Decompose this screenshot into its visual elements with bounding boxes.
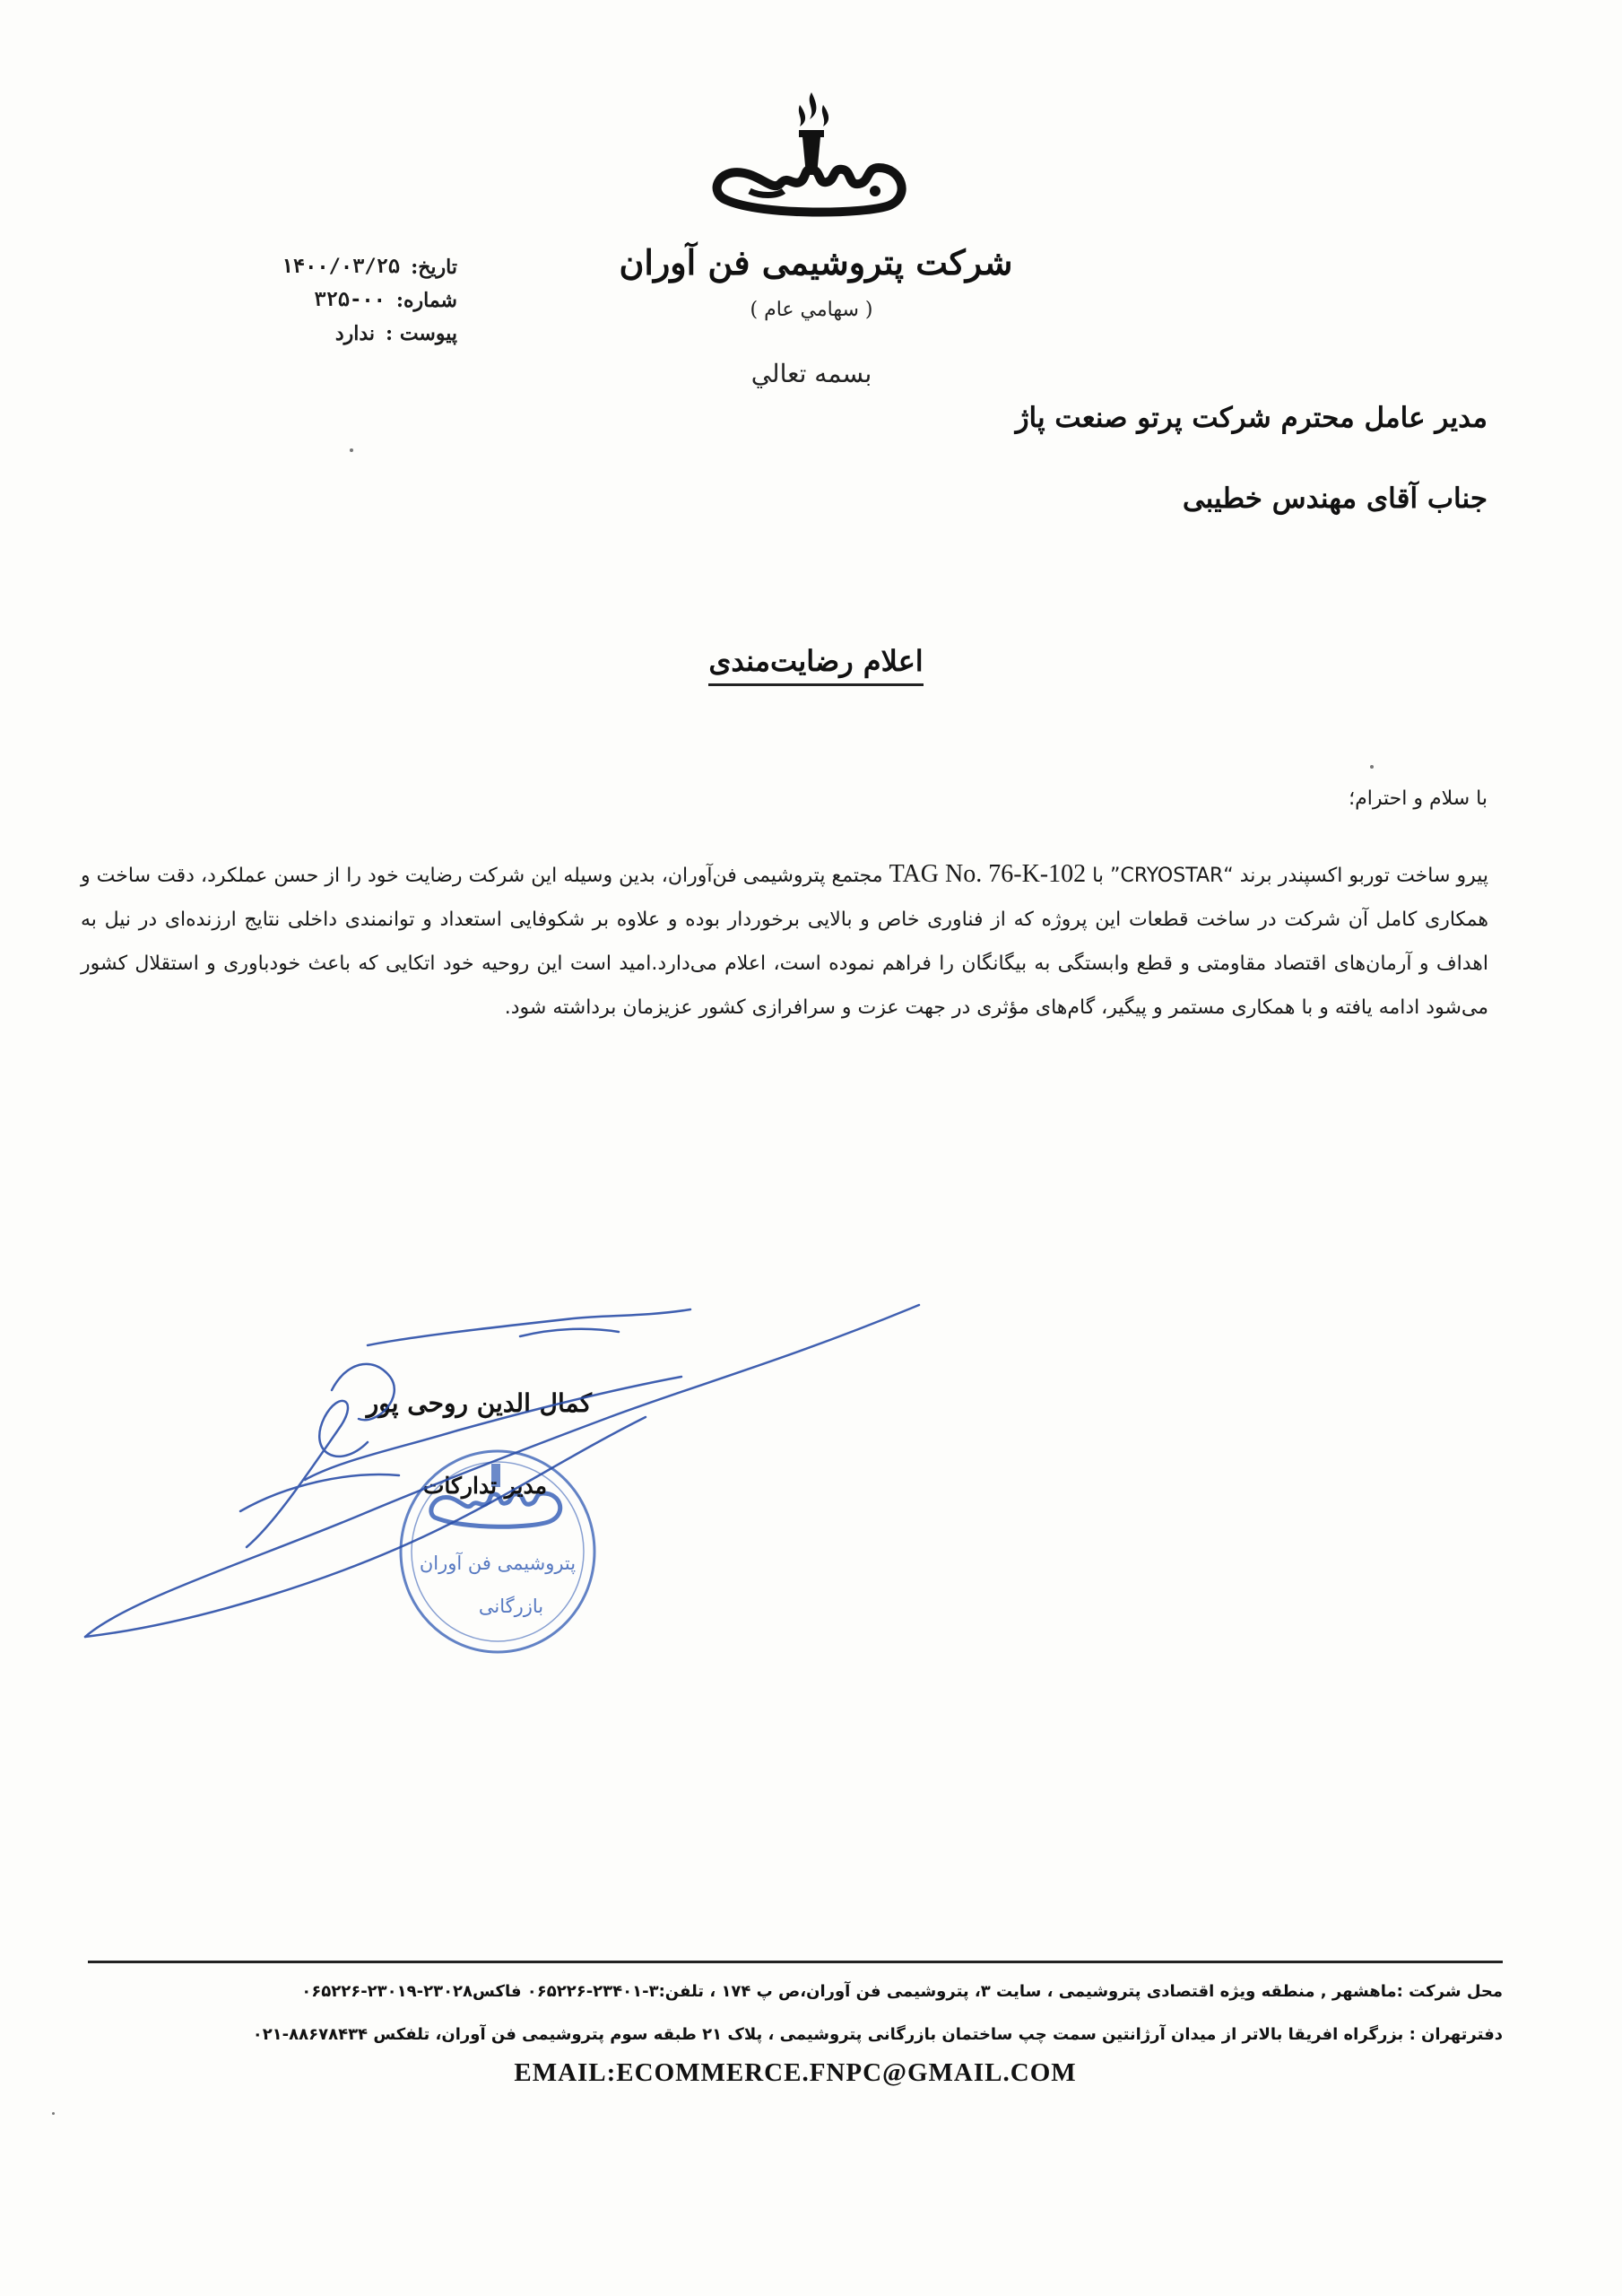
letter-body bbox=[81, 852, 1488, 1030]
scan-speck bbox=[1370, 765, 1374, 769]
greeting: با سلام و احترام؛ bbox=[1349, 787, 1488, 810]
signatory-name: کمال الدین روحی پور bbox=[366, 1388, 592, 1418]
body-part-1: پیرو ساخت توربو اکسپندر برند “CRYOSTAR” با bbox=[1086, 865, 1488, 887]
subject-text: اعلام رضایت‌مندی bbox=[708, 644, 923, 686]
footer-rule bbox=[88, 1961, 1503, 1963]
date-label: تاريخ: bbox=[411, 256, 457, 279]
letter-subject bbox=[574, 644, 1058, 678]
attachment-row bbox=[161, 322, 457, 355]
handwritten-signature bbox=[72, 1292, 932, 1668]
attachment-label: پيوست : bbox=[386, 322, 457, 345]
number-value: ۳۲۵-۰۰ bbox=[314, 289, 386, 311]
letter-meta bbox=[161, 256, 457, 355]
number-label: شماره: bbox=[395, 289, 457, 312]
tag-number: TAG No. 76-K-102 bbox=[889, 860, 1087, 888]
stamp-text-1: پتروشیمی فن آوران bbox=[419, 1552, 577, 1574]
company-name: شرکت پتروشیمی فن آوران bbox=[619, 242, 1013, 283]
attachment-value: ندارد bbox=[334, 322, 376, 345]
number-row bbox=[161, 289, 457, 322]
footer-address-tehran: دفترتهران : بزرگراه افریقا بالاتر از میدان آرژانتین سمت چپ ساختمان بازرگانی پتروشیمی ، پلاک ۲۱ طبقه سوم پتروشیمی فن آوران، تلفکس ۸۸۶۷۸۴۳۴-۰۲۱ bbox=[252, 2025, 1503, 2044]
addressee-name: جناب آقای مهندس خطیبی bbox=[1182, 483, 1488, 515]
scan-speck bbox=[52, 2112, 55, 2115]
footer-email: EMAIL:ECOMMERCE.FNPC@GMAIL.COM bbox=[514, 2058, 1077, 2087]
scan-speck bbox=[350, 448, 353, 452]
date-row bbox=[161, 256, 457, 289]
footer-address-site: محل شرکت :ماهشهر , منطقه ویژه اقتصادی پتروشیمی ، سایت ۳، پتروشیمی فن آوران،ص پ ۱۷۴ ، تلفن:۳-۲۳۴۰۱-۰۶۵۲۲۶ فاکس۲۳۰۲۸-۲۳۰۱۹-۰۶۵۲۲۶ bbox=[301, 1982, 1503, 2001]
company-logo bbox=[690, 85, 932, 238]
signatory-title: مدیر تدارکات bbox=[422, 1473, 547, 1499]
bismillah: بسمه تعالي bbox=[750, 359, 872, 388]
addressee-title: مدیر عامل محترم شرکت پرتو صنعت پاژ bbox=[1015, 402, 1488, 434]
date-value: ۱۴۰۰/۰۳/۲۵ bbox=[281, 256, 401, 278]
company-type: ( سهامي عام ) bbox=[750, 299, 873, 321]
body-part-2: مجتمع پتروشیمی فن‌آوران، بدین وسیله این شرکت رضایت خود را از حسن عملکرد، دقت ساخت و همکاری کامل آن شرکت در ساخت قطعات این پروژه که از فناوری خاص و بالایی برخوردار بوده و علاوه بر شکوفایی استعداد و توانمندی داخلی نتایج ارزنده‌ای در نیل به اهداف و آرمان‌های اقتصاد مقاومتی و قطع وابستگی به بیگانگان را فراهم نموده است، اعلام می‌دارد.امید است این روحیه خود اتکایی که باعث خودباوری و استقلال کشور می‌شود ادامه یافته و با همکاری مستمر و پیگیر، گام‌های مؤثری در جهت عزت و سرافرازی کشور عزیزمان برداشته شود. bbox=[81, 865, 1488, 1019]
stamp-text-2: بازرگانی bbox=[478, 1596, 544, 1617]
